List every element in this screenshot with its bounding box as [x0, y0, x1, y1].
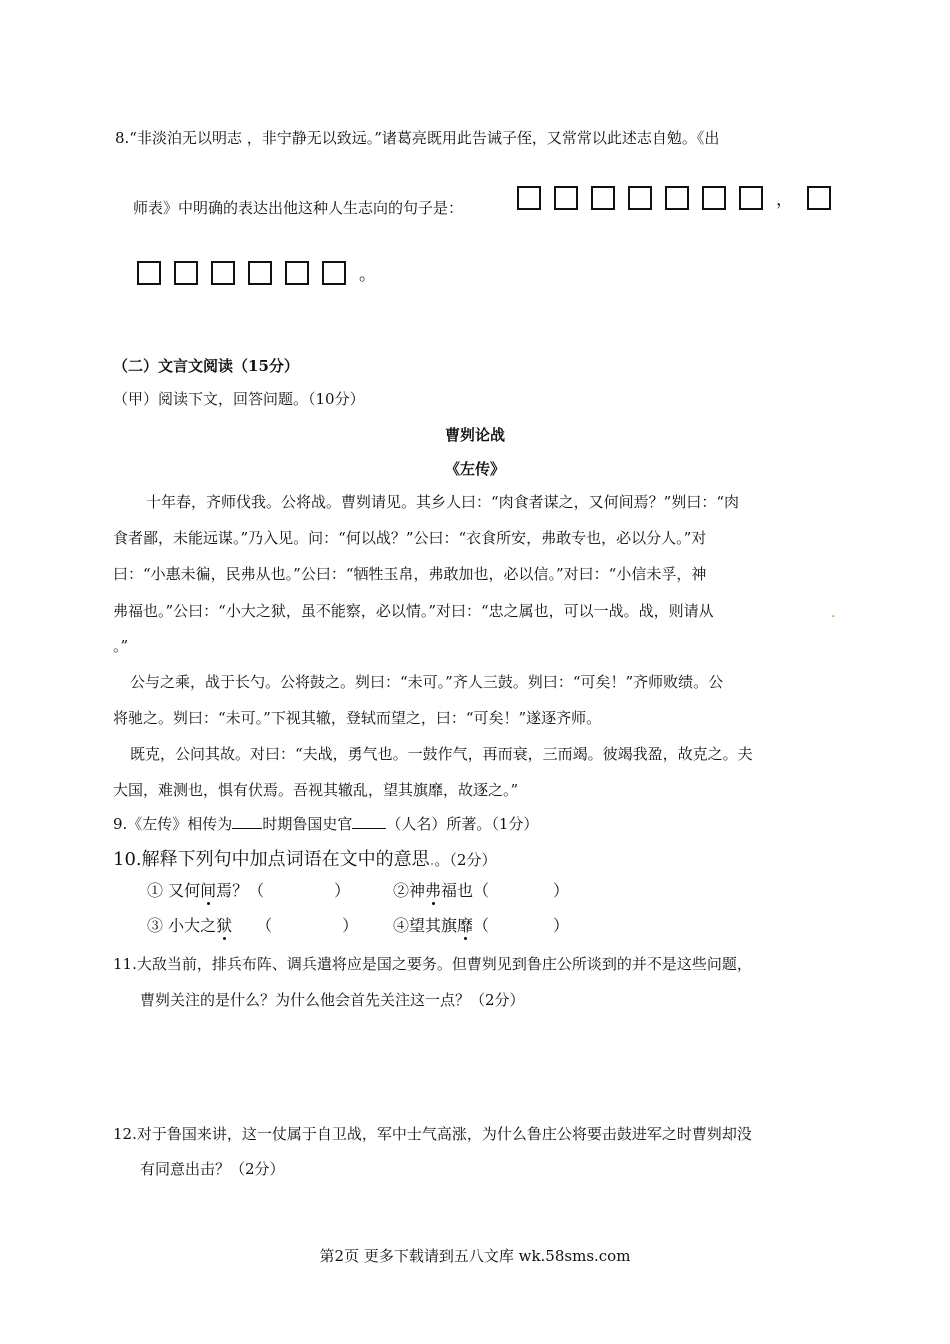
q10-item-3	[147, 913, 358, 936]
orange-dot-mark: .	[429, 851, 435, 869]
passage-line: 将驰之。刿曰：“未可。”下视其辙，登轼而望之，曰：“可矣！”遂逐齐师。	[113, 709, 602, 727]
dotted-word: 弗	[425, 881, 442, 900]
comma-mark: ，	[776, 190, 793, 210]
q9-blank-name[interactable]	[352, 814, 386, 829]
passage-line: 十年春，齐师伐我。公将战。曹刿请见。其乡人曰：“肉食者谋之，又何间焉？”刿曰：“肉	[146, 493, 740, 511]
dotted-word: 间	[200, 881, 217, 900]
q9-part-b: 时期鲁国史官	[262, 815, 353, 833]
answer-box[interactable]	[628, 186, 652, 210]
answer-box[interactable]	[322, 261, 346, 285]
q10-item-1	[147, 878, 350, 901]
q10-item-post: （	[473, 916, 490, 935]
answer-box[interactable]	[285, 261, 309, 285]
period-mark: 。	[359, 265, 376, 285]
answer-box[interactable]	[665, 186, 689, 210]
q10-item-post: 焉？（	[216, 881, 265, 900]
passage-line: 弗福也。”公曰：“小大之狱，虽不能察，必以情。”对曰：“忠之属也，可以一战。战，则请从	[113, 602, 714, 620]
q11-line2: 曹刿关注的是什么？为什么他会首先关注这一点？（2分）	[140, 991, 525, 1009]
answer-box[interactable]	[248, 261, 272, 285]
q12-line1: 12.对于鲁国来讲，这一仗属于自卫战，军中士气高涨，为什么鲁庄公将要击鼓进军之时曹刿却没	[113, 1125, 752, 1143]
q10-item-post: 福也（	[441, 881, 490, 900]
q8-line2: 师表》中明确的表达出他这种人生志向的句子是：	[133, 199, 464, 217]
answer-box[interactable]	[739, 186, 763, 210]
passage-line: 既克，公问其故。对曰：“夫战，勇气也。一鼓作气，再而衰，三而竭。彼竭我盈，故克之。夫	[130, 745, 753, 763]
q10-item-pre: ③ 小大之	[147, 916, 217, 935]
q11-line1: 11.大敌当前，排兵布阵、调兵遣将应是国之要务。但曹刿见到鲁庄公所谈到的并不是这些问题，	[113, 955, 752, 973]
q10-item-close: ）	[553, 881, 570, 900]
q10-item-4	[393, 913, 569, 936]
q9-blank-period[interactable]	[232, 814, 262, 829]
q9	[113, 813, 538, 834]
passage-source: 《左传》	[444, 460, 505, 478]
answer-box[interactable]	[211, 261, 235, 285]
q9-part-c: （人名）所著。（1分）	[386, 815, 539, 833]
q10-item-2	[393, 878, 569, 901]
passage-line: 公与之乘，战于长勺。公将鼓之。刿曰：“未可。”齐人三鼓。刿曰：“可矣！”齐师败绩。公	[130, 673, 724, 691]
section-heading: （二）文言文阅读（15分）	[113, 357, 299, 375]
passage-title: 曹刿论战	[444, 426, 505, 444]
q10-item-close: ）	[342, 916, 359, 935]
q8-line1: 8.“非淡泊无以明志 ，非宁静无以致远。”诸葛亮既用此告诫子侄，又常常以此述志自勉。《出	[115, 129, 720, 147]
q10-item-pre: ① 又何	[147, 881, 201, 900]
passage-line: 食者鄙，未能远谋。”乃入见。问：“何以战？”公曰：“衣食所安，弗敢专也，必以分人。”对	[113, 529, 707, 547]
q10-item-close: ）	[553, 916, 570, 935]
passage-line: 。”	[113, 637, 129, 655]
q12-line2: 有同意出击？（2分）	[140, 1160, 285, 1178]
dotted-word: 靡	[457, 916, 474, 935]
answer-box[interactable]	[591, 186, 615, 210]
q10-item-post: （	[256, 916, 273, 935]
passage-line: 曰：“小惠未徧，民弗从也。”公曰：“牺牲玉帛，弗敢加也，必以信。”对曰：“小信未孚，神	[113, 565, 707, 583]
q10-stem-text: 10.解释下列句中加点词语在文中的意思	[113, 849, 430, 870]
answer-boxes-row2	[137, 261, 390, 285]
q9-part-a: 9.《左传》相传为	[113, 815, 233, 833]
q10-item-close: ）	[334, 881, 351, 900]
dotted-word: 狱	[216, 916, 233, 935]
answer-box[interactable]	[174, 261, 198, 285]
page-footer: 第2页 更多下载请到五八文库 wk.58sms.com	[319, 1247, 631, 1265]
orange-dot-mark: .	[831, 605, 836, 621]
q10-stem	[113, 845, 496, 871]
q10-item-pre: ②神	[393, 881, 426, 900]
passage-line: 大国，难测也，惧有伏焉。吾视其辙乱，望其旗靡，故逐之。”	[113, 781, 519, 799]
section-subheading: （甲）阅读下文，回答问题。（10分）	[113, 390, 365, 408]
answer-box[interactable]	[517, 186, 541, 210]
q10-item-pre: ④望其旗	[393, 916, 458, 935]
q10-stem-end: 。（2分）	[434, 851, 497, 869]
answer-box[interactable]	[807, 186, 831, 210]
answer-box[interactable]	[137, 261, 161, 285]
answer-box[interactable]	[702, 186, 726, 210]
answer-boxes-row1	[517, 186, 831, 210]
answer-box[interactable]	[554, 186, 578, 210]
